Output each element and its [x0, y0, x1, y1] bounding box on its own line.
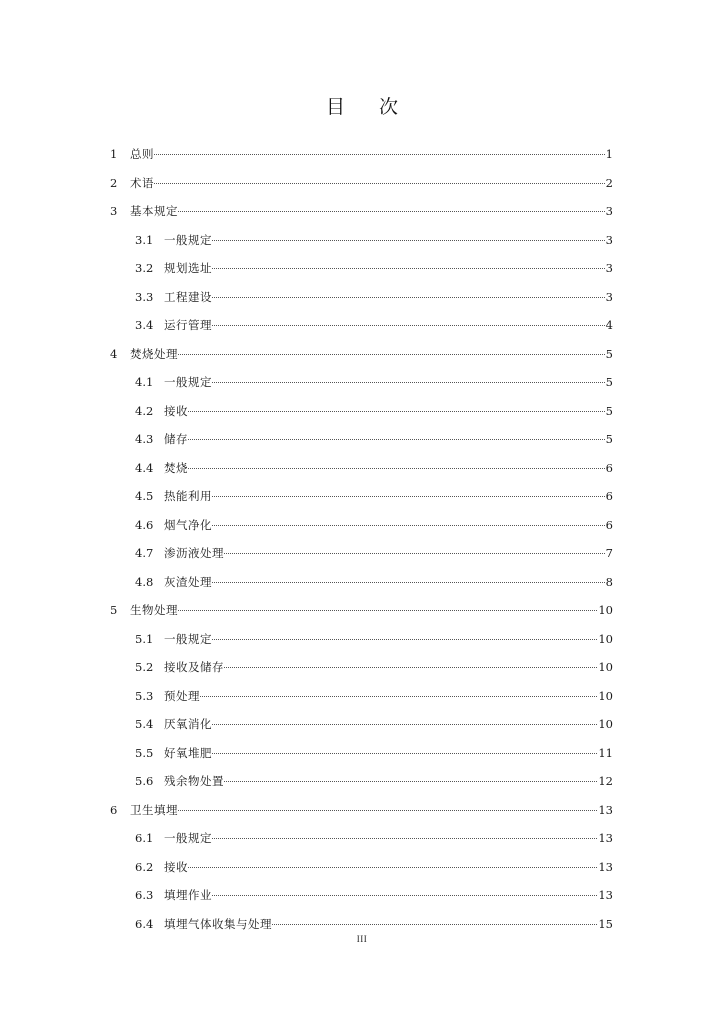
toc-entry-number: 5.2	[135, 660, 154, 674]
toc-dot-leader	[188, 439, 605, 440]
toc-dot-leader	[188, 468, 605, 469]
toc-entry[interactable]	[110, 801, 613, 819]
toc-entry[interactable]	[110, 145, 613, 163]
toc-dot-leader	[212, 838, 597, 839]
toc-dot-leader	[224, 553, 605, 554]
toc-entry[interactable]	[135, 744, 613, 762]
toc-entry-page-number: 10	[598, 603, 613, 617]
toc-dot-leader	[212, 582, 605, 583]
toc-dot-leader	[178, 354, 605, 355]
toc-dot-leader	[212, 753, 597, 754]
toc-dot-leader	[200, 696, 597, 697]
toc-entry-label: 热能利用	[164, 489, 212, 503]
toc-dot-leader	[212, 525, 605, 526]
toc-dot-leader	[178, 610, 597, 611]
toc-entry-number: 5	[110, 603, 118, 617]
toc-entry-number: 4.4	[135, 460, 154, 475]
toc-entry-page-number: 1	[605, 147, 613, 161]
toc-entry-page-number: 13	[598, 831, 613, 845]
toc-entry[interactable]	[135, 687, 613, 705]
toc-entry-label: 焚烧处理	[130, 346, 178, 361]
toc-entry-page-number: 2	[605, 175, 613, 190]
toc-entry-page-number: 4	[605, 318, 613, 332]
toc-entry[interactable]	[110, 202, 613, 220]
toc-entry[interactable]	[110, 174, 613, 192]
toc-entry[interactable]	[135, 516, 613, 534]
toc-entry-page-number: 10	[598, 631, 613, 646]
toc-dot-leader	[212, 240, 605, 241]
toc-entry-label: 卫生填埋	[130, 802, 178, 817]
toc-entry-label: 好氧堆肥	[164, 745, 212, 760]
toc-entry-label: 厌氧消化	[164, 717, 212, 731]
toc-entry-label: 焚烧	[164, 460, 188, 475]
toc-entry-label: 一般规定	[164, 831, 212, 845]
toc-entry-page-number: 7	[605, 546, 613, 560]
toc-entry-page-number: 3	[605, 289, 613, 304]
toc-dot-leader	[212, 268, 605, 269]
toc-dot-leader	[154, 183, 605, 184]
footer-page-number: III	[356, 934, 368, 944]
toc-entry-label: 接收	[164, 403, 188, 418]
toc-entry-label: 接收	[164, 859, 188, 874]
toc-entry-number: 6.1	[135, 831, 154, 845]
toc-entry[interactable]	[135, 573, 613, 591]
toc-entry[interactable]	[135, 544, 613, 562]
toc-dot-leader	[212, 895, 597, 896]
toc-entry-number: 3.1	[135, 232, 154, 247]
toc-dot-leader	[212, 325, 605, 326]
toc-entry[interactable]	[135, 858, 613, 876]
toc-entry-number: 5.4	[135, 717, 154, 731]
toc-entry-label: 渗沥液处理	[164, 546, 224, 560]
toc-entry-page-number: 3	[605, 232, 613, 247]
toc-entry[interactable]	[135, 288, 613, 306]
toc-entry-label: 填埋作业	[164, 888, 212, 902]
toc-entry[interactable]	[135, 829, 613, 847]
toc-entry-page-number: 15	[598, 916, 613, 931]
toc-entry-number: 5.1	[135, 631, 154, 646]
toc-entry-number: 4.7	[135, 546, 154, 560]
toc-entry[interactable]	[135, 915, 613, 933]
toc-entry-label: 灰渣处理	[164, 574, 212, 589]
toc-entry-number: 4.3	[135, 432, 154, 446]
toc-entry-number: 3.3	[135, 289, 154, 304]
toc-entry-page-number: 5	[605, 432, 613, 446]
toc-entry-label: 一般规定	[164, 631, 212, 646]
toc-entry-number: 4.5	[135, 489, 154, 503]
toc-entry-number: 5.6	[135, 774, 154, 788]
toc-entry-number: 3.2	[135, 261, 154, 275]
toc-dot-leader	[212, 639, 597, 640]
toc-entry-number: 1	[110, 147, 118, 161]
toc-entry-number: 4.1	[135, 375, 154, 389]
toc-entry-label: 一般规定	[164, 232, 212, 247]
toc-entry-number: 4.8	[135, 574, 154, 589]
toc-entry-page-number: 11	[598, 745, 613, 760]
toc-entry-number: 4.2	[135, 403, 154, 418]
toc-entry-page-number: 5	[605, 375, 613, 389]
toc-entry-label: 术语	[130, 175, 154, 190]
toc-entry-number: 3	[110, 204, 118, 218]
toc-entry-number: 5.3	[135, 688, 154, 703]
toc-dot-leader	[224, 781, 597, 782]
page-title: 目 次	[325, 96, 413, 118]
toc-entry-label: 生物处理	[130, 603, 178, 617]
toc-entry-label: 规划选址	[164, 261, 212, 275]
toc-dot-leader	[212, 382, 605, 383]
toc-entry-number: 3.4	[135, 318, 154, 332]
toc-dot-leader	[178, 211, 605, 212]
toc-entry-page-number: 13	[598, 802, 613, 817]
toc-entry[interactable]	[135, 715, 613, 733]
toc-entry-page-number: 5	[605, 346, 613, 361]
toc-entry[interactable]	[135, 772, 613, 790]
toc-entry-number: 4	[110, 346, 118, 361]
toc-entry[interactable]	[135, 259, 613, 277]
toc-dot-leader	[212, 724, 597, 725]
toc-entry-page-number: 13	[598, 888, 613, 902]
toc-entry-page-number: 6	[605, 460, 613, 475]
toc-entry-page-number: 6	[605, 489, 613, 503]
toc-entry-page-number: 8	[605, 574, 613, 589]
toc-dot-leader	[212, 297, 605, 298]
toc-entry-label: 接收及储存	[164, 660, 224, 674]
toc-entry-page-number: 6	[605, 517, 613, 532]
toc-entry[interactable]	[135, 630, 613, 648]
toc-entry-page-number: 12	[598, 774, 613, 788]
toc-entry[interactable]	[110, 345, 613, 363]
toc-dot-leader	[224, 667, 597, 668]
toc-entry-number: 4.6	[135, 517, 154, 532]
toc-entry[interactable]	[110, 601, 613, 619]
toc-entry-label: 预处理	[164, 688, 200, 703]
toc-entry[interactable]	[135, 886, 613, 904]
toc-entry-page-number: 5	[605, 403, 613, 418]
toc-entry-label: 运行管理	[164, 318, 212, 332]
toc-entry-page-number: 10	[598, 688, 613, 703]
toc-entry-label: 一般规定	[164, 375, 212, 389]
toc-entry-label: 总则	[130, 147, 154, 161]
toc-entry-label: 填埋气体收集与处理	[164, 916, 272, 931]
toc-entry-page-number: 3	[605, 204, 613, 218]
toc-dot-leader	[188, 411, 605, 412]
toc-entry-label: 残余物处置	[164, 774, 224, 788]
toc-entry-number: 6.4	[135, 916, 154, 931]
toc-entry-number: 2	[110, 175, 118, 190]
toc-entry-number: 6.2	[135, 859, 154, 874]
toc-entry-number: 6.3	[135, 888, 154, 902]
toc-entry[interactable]	[135, 402, 613, 420]
toc-dot-leader	[212, 496, 605, 497]
toc-entry-page-number: 13	[598, 859, 613, 874]
toc-dot-leader	[272, 924, 597, 925]
toc-entry[interactable]	[135, 430, 613, 448]
toc-entry[interactable]	[135, 459, 613, 477]
toc-entry[interactable]	[135, 658, 613, 676]
toc-dot-leader	[154, 154, 605, 155]
toc-entry-label: 工程建设	[164, 289, 212, 304]
toc-entry-number: 6	[110, 802, 118, 817]
toc-entry-page-number: 3	[605, 261, 613, 275]
toc-entry-page-number: 10	[598, 660, 613, 674]
toc-entry-number: 5.5	[135, 745, 154, 760]
toc-entry[interactable]	[135, 487, 613, 505]
toc-dot-leader	[188, 867, 597, 868]
toc-entry[interactable]	[135, 316, 613, 334]
toc-entry-page-number: 10	[598, 717, 613, 731]
toc-entry[interactable]	[135, 373, 613, 391]
toc-entry-label: 烟气净化	[164, 517, 212, 532]
toc-entry-label: 基本规定	[130, 204, 178, 218]
toc-entry[interactable]	[135, 231, 613, 249]
toc-dot-leader	[178, 810, 597, 811]
toc-entry-label: 储存	[164, 432, 188, 446]
